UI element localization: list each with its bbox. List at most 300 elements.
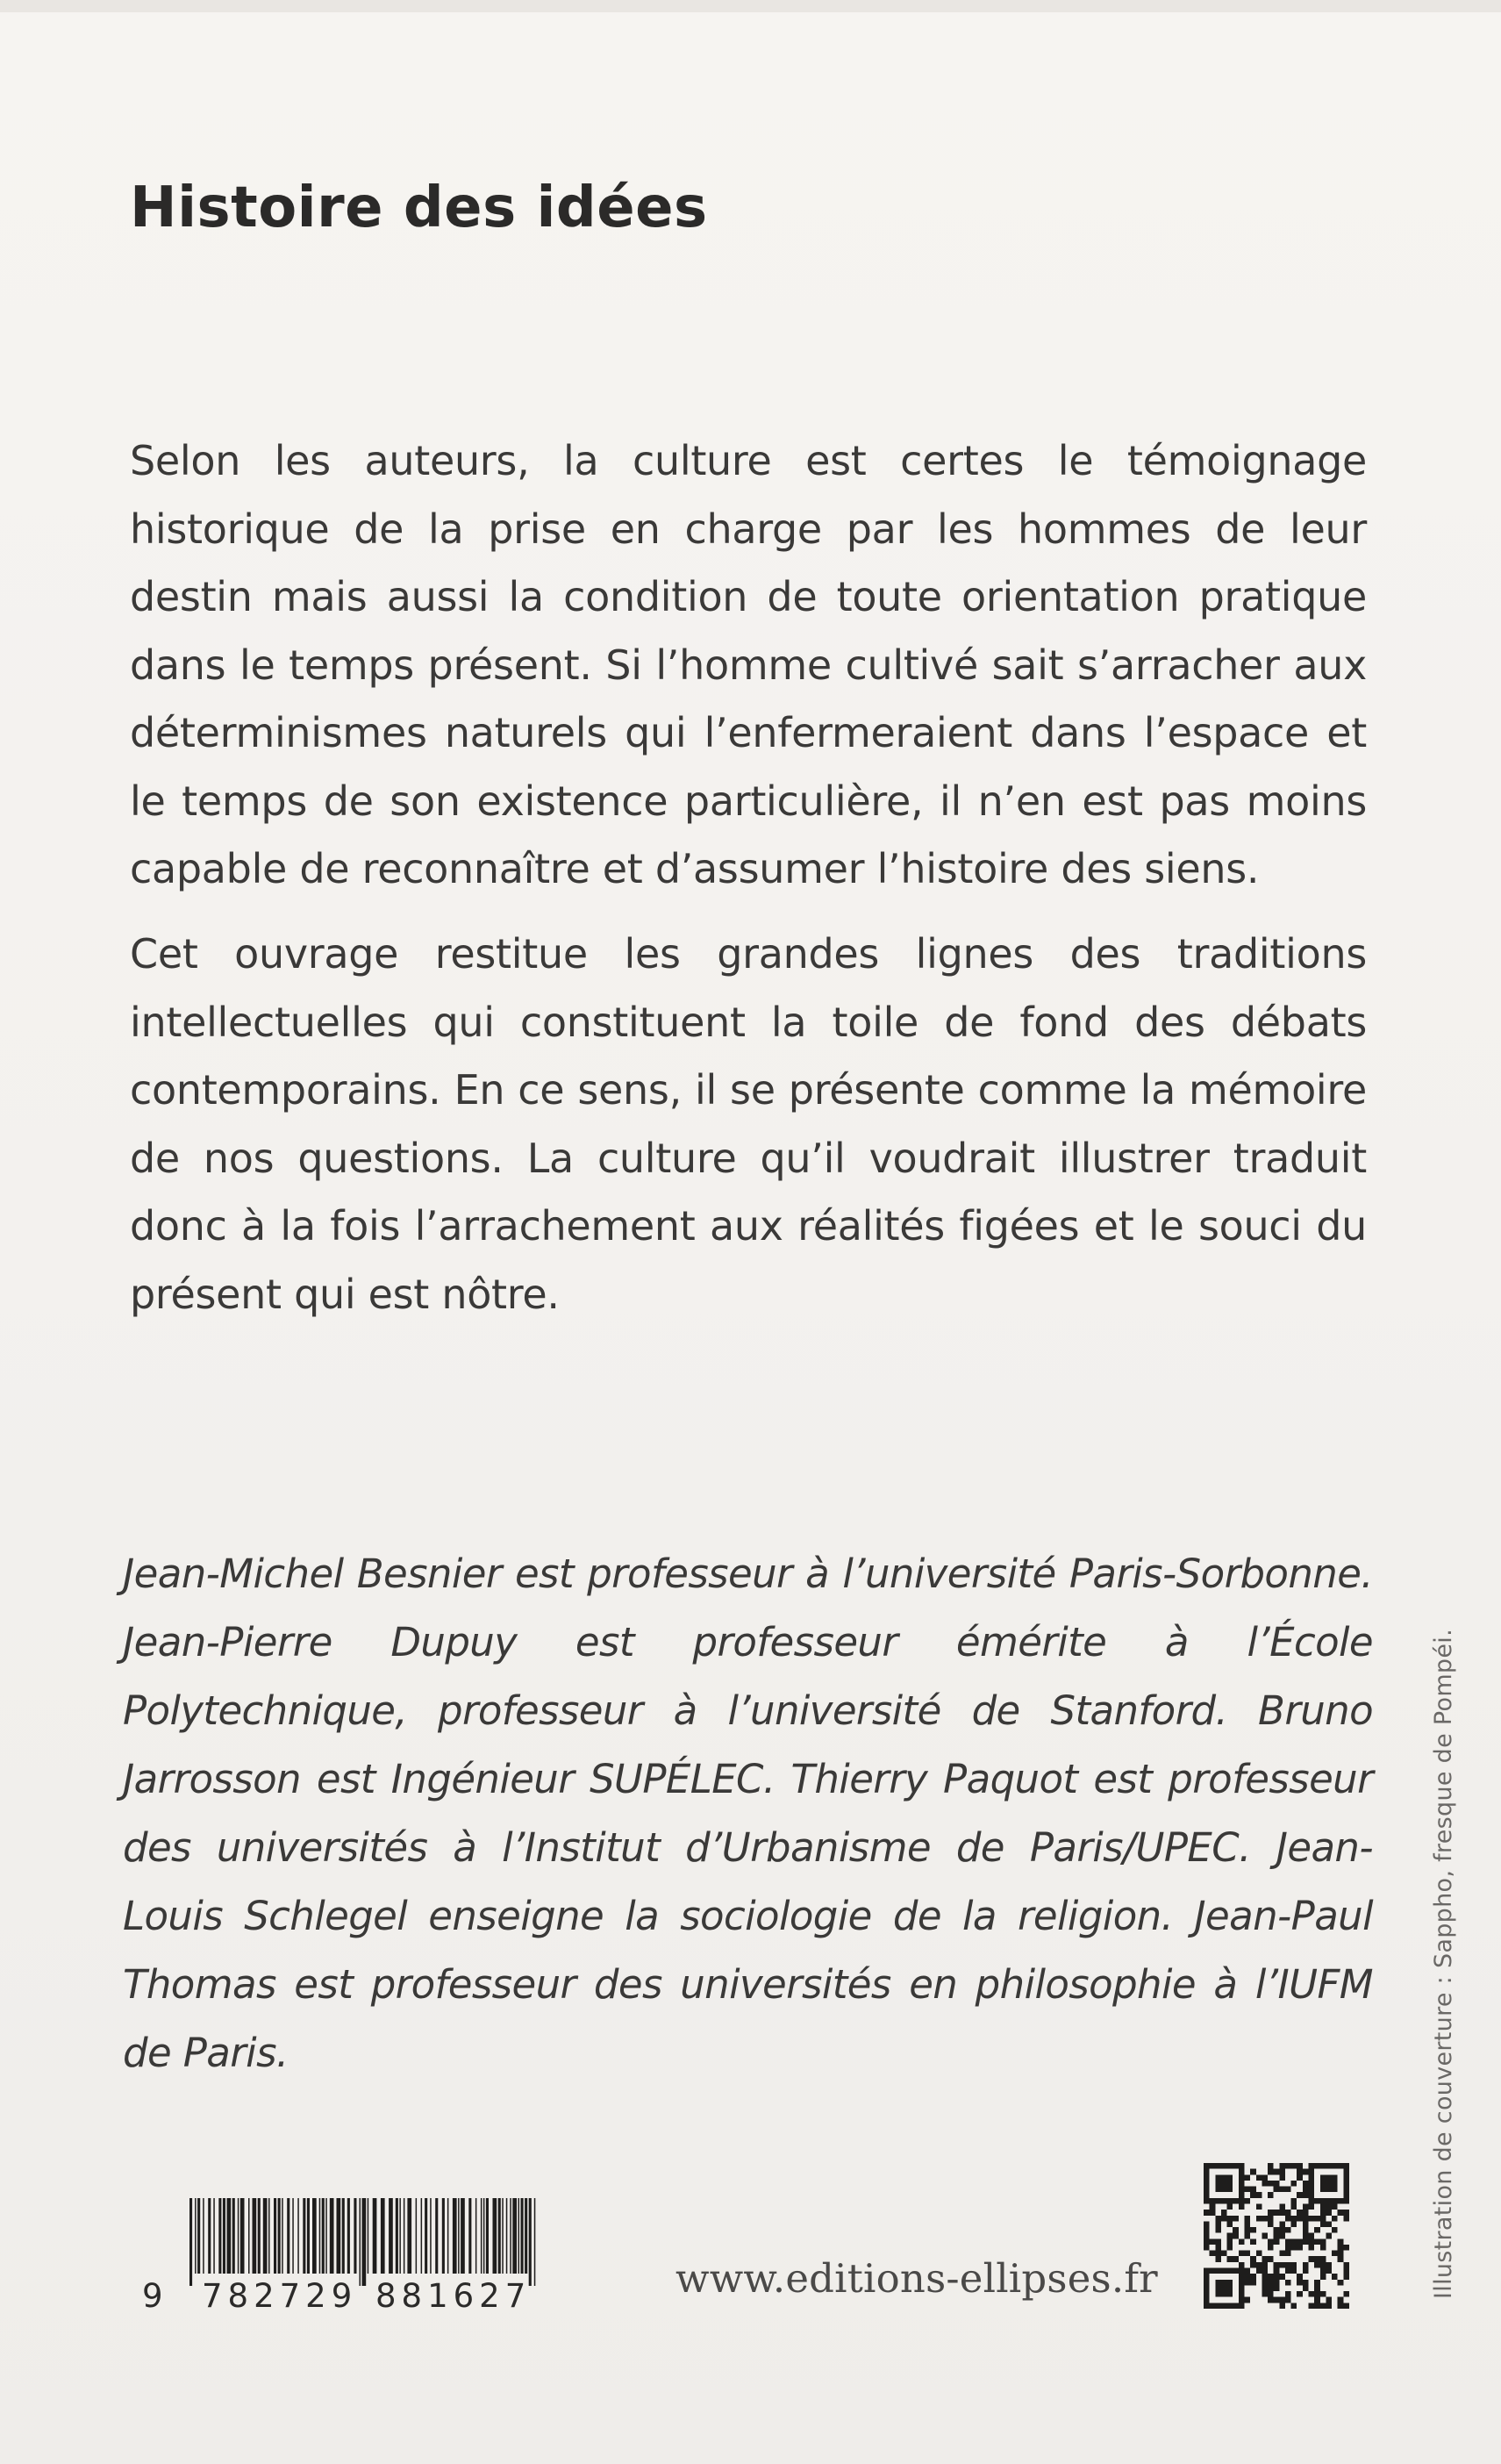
barcode-bar <box>506 2198 508 2274</box>
qr-module <box>1309 2203 1315 2210</box>
qr-module <box>1279 2169 1285 2175</box>
qr-module <box>1204 2227 1210 2233</box>
qr-module <box>1239 2297 1245 2303</box>
qr-module <box>1204 2291 1210 2297</box>
qr-module <box>1309 2233 1315 2239</box>
isbn-lead-digit: 9 <box>142 2277 163 2315</box>
qr-module <box>1274 2238 1280 2245</box>
qr-module <box>1250 2187 1256 2193</box>
qr-module <box>1285 2187 1291 2193</box>
qr-module <box>1326 2174 1332 2181</box>
qr-module <box>1291 2163 1297 2169</box>
qr-module <box>1314 2163 1320 2169</box>
qr-module <box>1274 2233 1280 2239</box>
qr-module <box>1239 2303 1245 2309</box>
qr-module <box>1256 2174 1262 2181</box>
qr-module <box>1239 2268 1245 2274</box>
qr-module <box>1326 2198 1332 2204</box>
barcode-bar <box>529 2198 532 2286</box>
qr-module <box>1210 2238 1216 2245</box>
barcode-bar <box>232 2198 235 2274</box>
barcode-bar <box>453 2198 457 2274</box>
qr-module <box>1338 2256 1344 2262</box>
barcode-bar <box>525 2198 527 2274</box>
qr-module <box>1256 2268 1262 2274</box>
barcode-bar <box>342 2198 345 2274</box>
qr-module <box>1320 2203 1326 2210</box>
qr-module <box>1268 2181 1274 2187</box>
qr-module <box>1285 2262 1291 2268</box>
qr-module <box>1239 2238 1245 2245</box>
qr-module <box>1279 2203 1285 2210</box>
qr-module <box>1303 2203 1309 2210</box>
qr-module <box>1250 2238 1256 2245</box>
qr-module <box>1215 2181 1221 2187</box>
qr-module <box>1227 2256 1233 2262</box>
qr-module <box>1326 2268 1332 2274</box>
barcode-bar <box>203 2198 204 2274</box>
qr-module <box>1297 2192 1303 2198</box>
qr-module <box>1309 2187 1315 2193</box>
qr-module <box>1268 2169 1274 2175</box>
barcode-bar <box>325 2198 327 2274</box>
qr-module <box>1314 2198 1320 2204</box>
qr-module <box>1221 2251 1227 2257</box>
barcode-bar <box>481 2198 482 2274</box>
qr-module <box>1204 2238 1210 2245</box>
qr-module <box>1314 2227 1320 2233</box>
qr-module <box>1233 2256 1239 2262</box>
barcode-bar <box>274 2198 276 2274</box>
qr-module <box>1239 2251 1245 2257</box>
qr-module <box>1338 2210 1344 2216</box>
qr-module <box>1227 2285 1233 2291</box>
qr-module <box>1279 2227 1285 2233</box>
qr-module <box>1343 2262 1349 2268</box>
qr-module <box>1314 2238 1320 2245</box>
qr-module <box>1204 2187 1210 2193</box>
qr-module <box>1338 2251 1344 2257</box>
qr-module <box>1221 2163 1227 2169</box>
qr-module <box>1338 2303 1344 2309</box>
qr-module <box>1268 2285 1274 2291</box>
qr-module <box>1320 2291 1326 2297</box>
barcode-bar <box>292 2198 294 2274</box>
qr-module <box>1250 2192 1256 2198</box>
qr-module <box>1227 2221 1233 2227</box>
qr-module <box>1215 2216 1221 2222</box>
qr-module <box>1291 2245 1297 2251</box>
qr-module <box>1326 2187 1332 2193</box>
qr-module <box>1343 2291 1349 2297</box>
qr-module <box>1221 2198 1227 2204</box>
qr-module <box>1332 2216 1338 2222</box>
qr-module <box>1326 2262 1332 2268</box>
qr-module <box>1314 2285 1320 2291</box>
qr-module <box>1303 2233 1309 2239</box>
qr-module <box>1221 2181 1227 2187</box>
qr-module <box>1309 2245 1315 2251</box>
qr-module <box>1279 2163 1285 2169</box>
qr-module <box>1233 2227 1239 2233</box>
barcode-bar <box>483 2198 485 2274</box>
qr-module <box>1204 2210 1210 2216</box>
barcode-bar <box>534 2198 536 2286</box>
qr-module <box>1285 2216 1291 2222</box>
qr-module <box>1268 2210 1274 2216</box>
qr-module <box>1244 2227 1250 2233</box>
qr-module <box>1279 2262 1285 2268</box>
qr-module <box>1297 2238 1303 2245</box>
qr-module <box>1244 2233 1250 2239</box>
barcode-bar <box>502 2198 504 2274</box>
qr-code-icon[interactable] <box>1204 2163 1349 2309</box>
qr-module <box>1221 2174 1227 2181</box>
qr-module <box>1250 2169 1256 2175</box>
qr-module <box>1285 2268 1291 2274</box>
qr-module <box>1274 2285 1280 2291</box>
barcode-bar <box>227 2198 232 2274</box>
barcode-bar <box>312 2198 317 2274</box>
qr-module <box>1343 2174 1349 2181</box>
qr-module <box>1285 2251 1291 2257</box>
qr-module <box>1239 2203 1245 2210</box>
qr-module <box>1326 2297 1332 2303</box>
qr-module <box>1227 2268 1233 2274</box>
qr-module <box>1268 2238 1274 2245</box>
qr-module <box>1274 2187 1280 2193</box>
barcode-bar <box>381 2198 385 2274</box>
qr-module <box>1244 2198 1250 2204</box>
qr-module <box>1303 2221 1309 2227</box>
qr-module <box>1309 2238 1315 2245</box>
publisher-website[interactable]: www.editions-ellipses.fr <box>675 2255 1158 2302</box>
barcode-icon <box>186 2198 540 2286</box>
qr-module <box>1204 2268 1210 2274</box>
qr-module <box>1262 2216 1268 2222</box>
qr-module <box>1215 2227 1221 2233</box>
qr-module <box>1233 2198 1239 2204</box>
qr-module <box>1314 2256 1320 2262</box>
qr-module <box>1343 2268 1349 2274</box>
qr-module <box>1332 2174 1338 2181</box>
barcode-bar <box>407 2198 411 2274</box>
barcode-bar <box>512 2198 517 2274</box>
qr-module <box>1256 2216 1262 2222</box>
qr-module <box>1239 2163 1245 2169</box>
qr-module <box>1314 2303 1320 2309</box>
qr-module <box>1320 2210 1326 2216</box>
qr-module <box>1309 2291 1315 2297</box>
qr-module <box>1250 2262 1256 2268</box>
qr-module <box>1233 2303 1239 2309</box>
qr-module <box>1204 2192 1210 2198</box>
qr-module <box>1332 2198 1338 2204</box>
qr-module <box>1227 2233 1233 2239</box>
qr-module <box>1215 2163 1221 2169</box>
qr-module <box>1291 2268 1297 2274</box>
qr-module <box>1204 2169 1210 2175</box>
qr-module <box>1291 2221 1297 2227</box>
qr-module <box>1210 2210 1216 2216</box>
cover-illustration-credit: Illustration de couverture : Sappho, fresque de Pompéi. <box>1430 1629 1457 2299</box>
barcode-bar <box>510 2198 511 2274</box>
barcode-bar <box>195 2198 197 2274</box>
qr-module <box>1291 2198 1297 2204</box>
qr-module <box>1291 2238 1297 2245</box>
qr-module <box>1268 2297 1274 2303</box>
barcode-bar <box>297 2198 299 2274</box>
qr-module <box>1320 2303 1326 2309</box>
qr-module <box>1244 2268 1250 2274</box>
qr-module <box>1244 2216 1250 2222</box>
qr-module <box>1221 2303 1227 2309</box>
barcode-bar <box>258 2198 261 2274</box>
qr-module <box>1291 2203 1297 2210</box>
barcode-bar <box>416 2198 418 2274</box>
qr-module <box>1204 2198 1210 2204</box>
qr-module <box>1239 2198 1245 2204</box>
qr-module <box>1291 2216 1297 2222</box>
qr-module <box>1227 2303 1233 2309</box>
qr-module <box>1239 2274 1245 2280</box>
barcode-bar <box>223 2198 225 2274</box>
qr-module <box>1279 2251 1285 2257</box>
qr-module <box>1338 2163 1344 2169</box>
qr-module <box>1332 2274 1338 2280</box>
barcode-bar <box>498 2198 501 2274</box>
qr-module <box>1303 2181 1309 2187</box>
qr-module <box>1274 2227 1280 2233</box>
barcode-bar <box>347 2198 350 2274</box>
qr-module <box>1227 2181 1233 2187</box>
qr-module <box>1233 2268 1239 2274</box>
qr-module <box>1320 2163 1326 2169</box>
qr-module <box>1268 2221 1274 2227</box>
barcode-bar <box>442 2198 445 2274</box>
qr-module <box>1309 2169 1315 2175</box>
qr-module <box>1215 2285 1221 2291</box>
barcode-bar <box>368 2198 369 2274</box>
barcode-bar <box>430 2198 432 2274</box>
qr-module <box>1227 2198 1233 2204</box>
qr-module <box>1309 2174 1315 2181</box>
qr-module <box>1262 2285 1268 2291</box>
qr-module <box>1239 2174 1245 2181</box>
qr-module <box>1326 2221 1332 2227</box>
qr-module <box>1210 2203 1216 2210</box>
qr-module <box>1309 2198 1315 2204</box>
qr-module <box>1215 2245 1221 2251</box>
qr-module <box>1210 2303 1216 2309</box>
qr-module <box>1227 2238 1233 2245</box>
qr-module <box>1343 2169 1349 2175</box>
qr-module <box>1204 2285 1210 2291</box>
qr-module <box>1343 2198 1349 2204</box>
qr-module <box>1221 2187 1227 2193</box>
qr-module <box>1326 2181 1332 2187</box>
qr-module <box>1303 2285 1309 2291</box>
qr-module <box>1338 2280 1344 2286</box>
qr-module <box>1239 2169 1245 2175</box>
qr-module <box>1215 2187 1221 2193</box>
qr-module <box>1274 2169 1280 2175</box>
qr-module <box>1320 2238 1326 2245</box>
qr-module <box>1297 2280 1303 2286</box>
qr-module <box>1274 2210 1280 2216</box>
barcode-bar <box>389 2198 393 2274</box>
qr-module <box>1250 2227 1256 2233</box>
qr-module <box>1279 2297 1285 2303</box>
qr-module <box>1274 2274 1280 2280</box>
qr-module <box>1221 2291 1227 2297</box>
barcode-bar <box>322 2198 325 2274</box>
qr-module <box>1210 2198 1216 2204</box>
qr-module <box>1221 2210 1227 2216</box>
qr-module <box>1320 2216 1326 2222</box>
qr-module <box>1309 2192 1315 2198</box>
qr-module <box>1215 2174 1221 2181</box>
qr-module <box>1332 2251 1338 2257</box>
qr-module <box>1320 2245 1326 2251</box>
barcode-bar <box>396 2198 398 2274</box>
qr-module <box>1215 2256 1221 2262</box>
qr-module <box>1320 2198 1326 2204</box>
qr-module <box>1279 2274 1285 2280</box>
barcode-bar <box>240 2198 245 2274</box>
qr-module <box>1204 2174 1210 2181</box>
qr-module <box>1256 2262 1262 2268</box>
barcode-bar <box>248 2198 250 2274</box>
barcode-bar <box>253 2198 257 2274</box>
qr-module <box>1221 2216 1227 2222</box>
qr-module <box>1285 2297 1291 2303</box>
isbn-barcode <box>133 2198 554 2315</box>
qr-module <box>1262 2181 1268 2187</box>
barcode-bar <box>404 2198 405 2274</box>
book-series-title: Histoire des idées <box>130 175 708 240</box>
barcode-bar <box>208 2198 211 2274</box>
qr-module <box>1338 2238 1344 2245</box>
qr-module <box>1227 2203 1233 2210</box>
qr-module <box>1227 2187 1233 2193</box>
authors-bio: Jean-Michel Besnier est professeur à l’université Paris-Sorbonne. Jean-Pierre Dupuy est professeur émérite à l’École Polytechnique, professeur à l’université de Stanford. Bruno Jarrosson est Ingénieur SUPÉLEC. Thierry Paquot est professeur des universités à l’Institut d’Urbanisme de Paris/UPEC. Jean-Louis Schlegel enseigne la sociologie de la religion. Jean-Paul Thomas est professeur des universités en philosophie à l’IUFM de Paris. <box>123 1551 1373 2076</box>
qr-module <box>1320 2262 1326 2268</box>
barcode-bar <box>458 2198 460 2274</box>
barcode-bar <box>213 2198 215 2274</box>
qr-module <box>1204 2280 1210 2286</box>
qr-module <box>1215 2221 1221 2227</box>
qr-module <box>1303 2280 1309 2286</box>
qr-module <box>1268 2274 1274 2280</box>
qr-module <box>1326 2203 1332 2210</box>
qr-module <box>1215 2280 1221 2286</box>
qr-module <box>1320 2181 1326 2187</box>
qr-module <box>1227 2216 1233 2222</box>
qr-module <box>1291 2303 1297 2309</box>
qr-module <box>1204 2274 1210 2280</box>
qr-module <box>1244 2297 1250 2303</box>
qr-module <box>1343 2210 1349 2216</box>
qr-module <box>1309 2181 1315 2187</box>
barcode-bar <box>268 2198 270 2274</box>
qr-module <box>1239 2192 1245 2198</box>
qr-module <box>1279 2187 1285 2193</box>
qr-module <box>1291 2262 1297 2268</box>
qr-module <box>1343 2187 1349 2193</box>
barcode-bar <box>197 2198 200 2274</box>
qr-module <box>1309 2303 1315 2309</box>
barcode-bar <box>461 2198 465 2274</box>
qr-module <box>1314 2262 1320 2268</box>
qr-module <box>1285 2291 1291 2297</box>
barcode-bar <box>307 2198 310 2274</box>
barcode-bar <box>493 2198 497 2274</box>
barcode-bar <box>362 2198 367 2286</box>
qr-module <box>1338 2245 1344 2251</box>
qr-module <box>1244 2221 1250 2227</box>
qr-module <box>1227 2280 1233 2286</box>
qr-module <box>1326 2233 1332 2239</box>
qr-module <box>1314 2216 1320 2222</box>
isbn-digit-group-2: 881627 <box>375 2277 532 2315</box>
qr-module <box>1262 2174 1268 2181</box>
qr-module <box>1210 2251 1216 2257</box>
qr-module <box>1297 2174 1303 2181</box>
qr-module <box>1239 2291 1245 2297</box>
qr-module <box>1343 2274 1349 2280</box>
qr-module <box>1204 2233 1210 2239</box>
qr-module <box>1268 2163 1274 2169</box>
qr-module <box>1309 2216 1315 2222</box>
qr-module <box>1215 2238 1221 2245</box>
qr-module <box>1297 2210 1303 2216</box>
qr-module <box>1215 2198 1221 2204</box>
qr-module <box>1338 2198 1344 2204</box>
barcode-bar <box>399 2198 401 2274</box>
qr-module <box>1320 2174 1326 2181</box>
qr-module <box>1215 2303 1221 2309</box>
qr-module <box>1233 2216 1239 2222</box>
qr-module <box>1326 2303 1332 2309</box>
qr-module <box>1297 2245 1303 2251</box>
qr-module <box>1256 2251 1262 2257</box>
qr-module <box>1303 2238 1309 2245</box>
qr-module <box>1320 2268 1326 2274</box>
qr-module <box>1343 2192 1349 2198</box>
qr-module <box>1320 2187 1326 2193</box>
qr-module <box>1244 2174 1250 2181</box>
barcode-bar <box>287 2198 289 2274</box>
barcode-bar <box>360 2198 361 2286</box>
barcode-bar <box>521 2198 524 2274</box>
qr-module <box>1221 2280 1227 2286</box>
qr-module <box>1303 2216 1309 2222</box>
qr-module <box>1332 2227 1338 2233</box>
qr-module <box>1233 2233 1239 2239</box>
qr-module <box>1233 2163 1239 2169</box>
qr-module <box>1262 2256 1268 2262</box>
qr-module <box>1297 2216 1303 2222</box>
qr-module <box>1221 2268 1227 2274</box>
qr-module <box>1256 2203 1262 2210</box>
description-paragraph-1: Selon les auteurs, la culture est certes le témoignage historique de la prise en charge par les hommes de leur destin mais aussi la condition de toute orientation pratique dans le temps présent. Si l’homme cultivé sait s’arracher aux déterminismes naturels qui l’enfermeraient dans l’espace et le temps de son existence particulière, il n’en est pas moins capable de reconnaître et d’assumer l’histoire des siens. <box>130 437 1367 892</box>
qr-module <box>1279 2303 1285 2309</box>
qr-module <box>1239 2280 1245 2286</box>
qr-module <box>1285 2227 1291 2233</box>
qr-module <box>1274 2268 1280 2274</box>
qr-module <box>1244 2187 1250 2193</box>
